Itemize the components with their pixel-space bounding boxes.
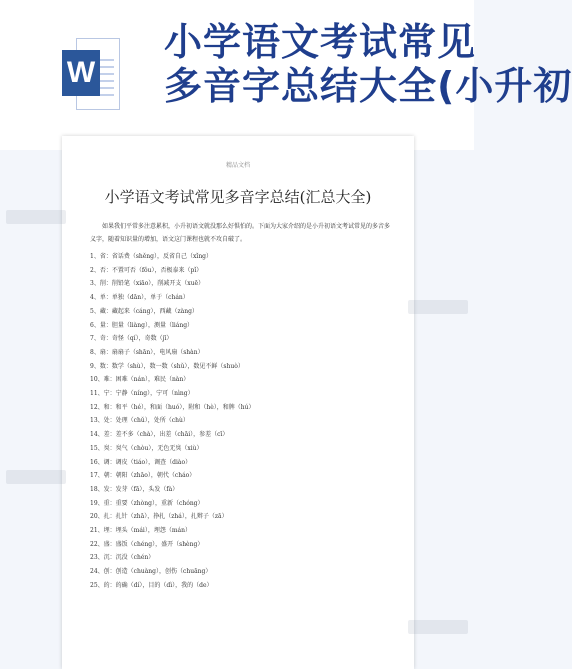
list-item: 16、调：调皮（tiáo），调查（diào） [90,458,192,466]
word-icon-badge: W [62,50,100,96]
list-item: 11、宁：宁静（níng），宁可（nìng） [90,390,194,398]
banner-title-line2: 多音字总结大全(小升初 [164,64,572,108]
list-item: 13、处：处理（chǔ），处所（chù） [90,417,189,425]
list-item: 24、创：创造（chuàng），创伤（chuāng） [90,568,212,576]
list-item: 19、重：重要（zhòng），重新（chóng） [90,499,204,507]
list-item: 22、盛：盛饭（chéng），盛开（shèng） [90,540,204,548]
banner-title [164,20,572,108]
document-header: 精品文档 [225,162,250,169]
list-item: 23、沉：沉没（chén） [90,554,155,562]
list-item: 21、埋：埋头（mái），埋怨（mán） [90,527,191,535]
banner [0,0,572,150]
list-item: 5、藏：藏起来（cáng），西藏（zàng） [90,307,198,315]
list-item: 6、量：胆量（liàng），测量（liáng） [90,321,194,329]
document-title: 小学语文考试常见多音字总结(汇总大全) [104,188,372,206]
list-item: 14、差：差不多（chà），出差（chāi），参差（cī） [90,431,229,439]
list-item: 17、朝：朝阳（zhāo），朝代（cháo） [90,472,196,480]
list-item: 25、的：的确（dí），目的（dì），我的（de） [90,581,213,589]
list-item: 15、臭：臭气（chòu），无色无臭（xiù） [90,444,203,452]
list-item: 4、单：单独（dān），单于（chán） [90,294,189,302]
list-item: 18、发：发芽（fā），头发（fà） [90,485,179,493]
list-item: 3、削：削铅笔（xiāo），削减开支（xuē） [90,280,205,288]
list-item: 1、省：省话费（shěng），反省自己（xǐng） [90,253,213,260]
watermark [6,470,66,484]
document-intro: 如果我们平常多注意累积，小升初语文就没那么好惧怕的。下面为大家介绍的是小升初语文考试常见的多音多义字，随着知识量的增加，语文这门课程也就不攻自破了。 [90,223,391,243]
list-item: 12、和：和平（hé），和面（huó），附和（hè），和牌（hú） [90,403,255,411]
watermark [408,300,468,314]
item-list [90,250,394,593]
list-item: 10、难：困难（nán），难民（nàn） [90,376,190,384]
list-item: 2、否：不置可否（fǒu），否极泰来（pǐ） [90,266,203,274]
document-page [62,136,414,669]
list-item: 7、奇：奇怪（qí），奇数（jī） [90,335,173,343]
watermark [408,620,468,634]
list-item: 9、数：数学（shù），数一数（shǔ），数见不鲜（shuò） [90,362,244,370]
banner-title-line1: 小学语文考试常见 [164,20,477,64]
list-item: 8、扇：扇扇子（shān），电风扇（shàn） [90,348,204,356]
watermark [6,210,66,224]
list-item: 20、扎：扎针（zhā），挣扎（zhá），扎辫子（zā） [90,513,228,521]
word-icon [62,38,120,110]
